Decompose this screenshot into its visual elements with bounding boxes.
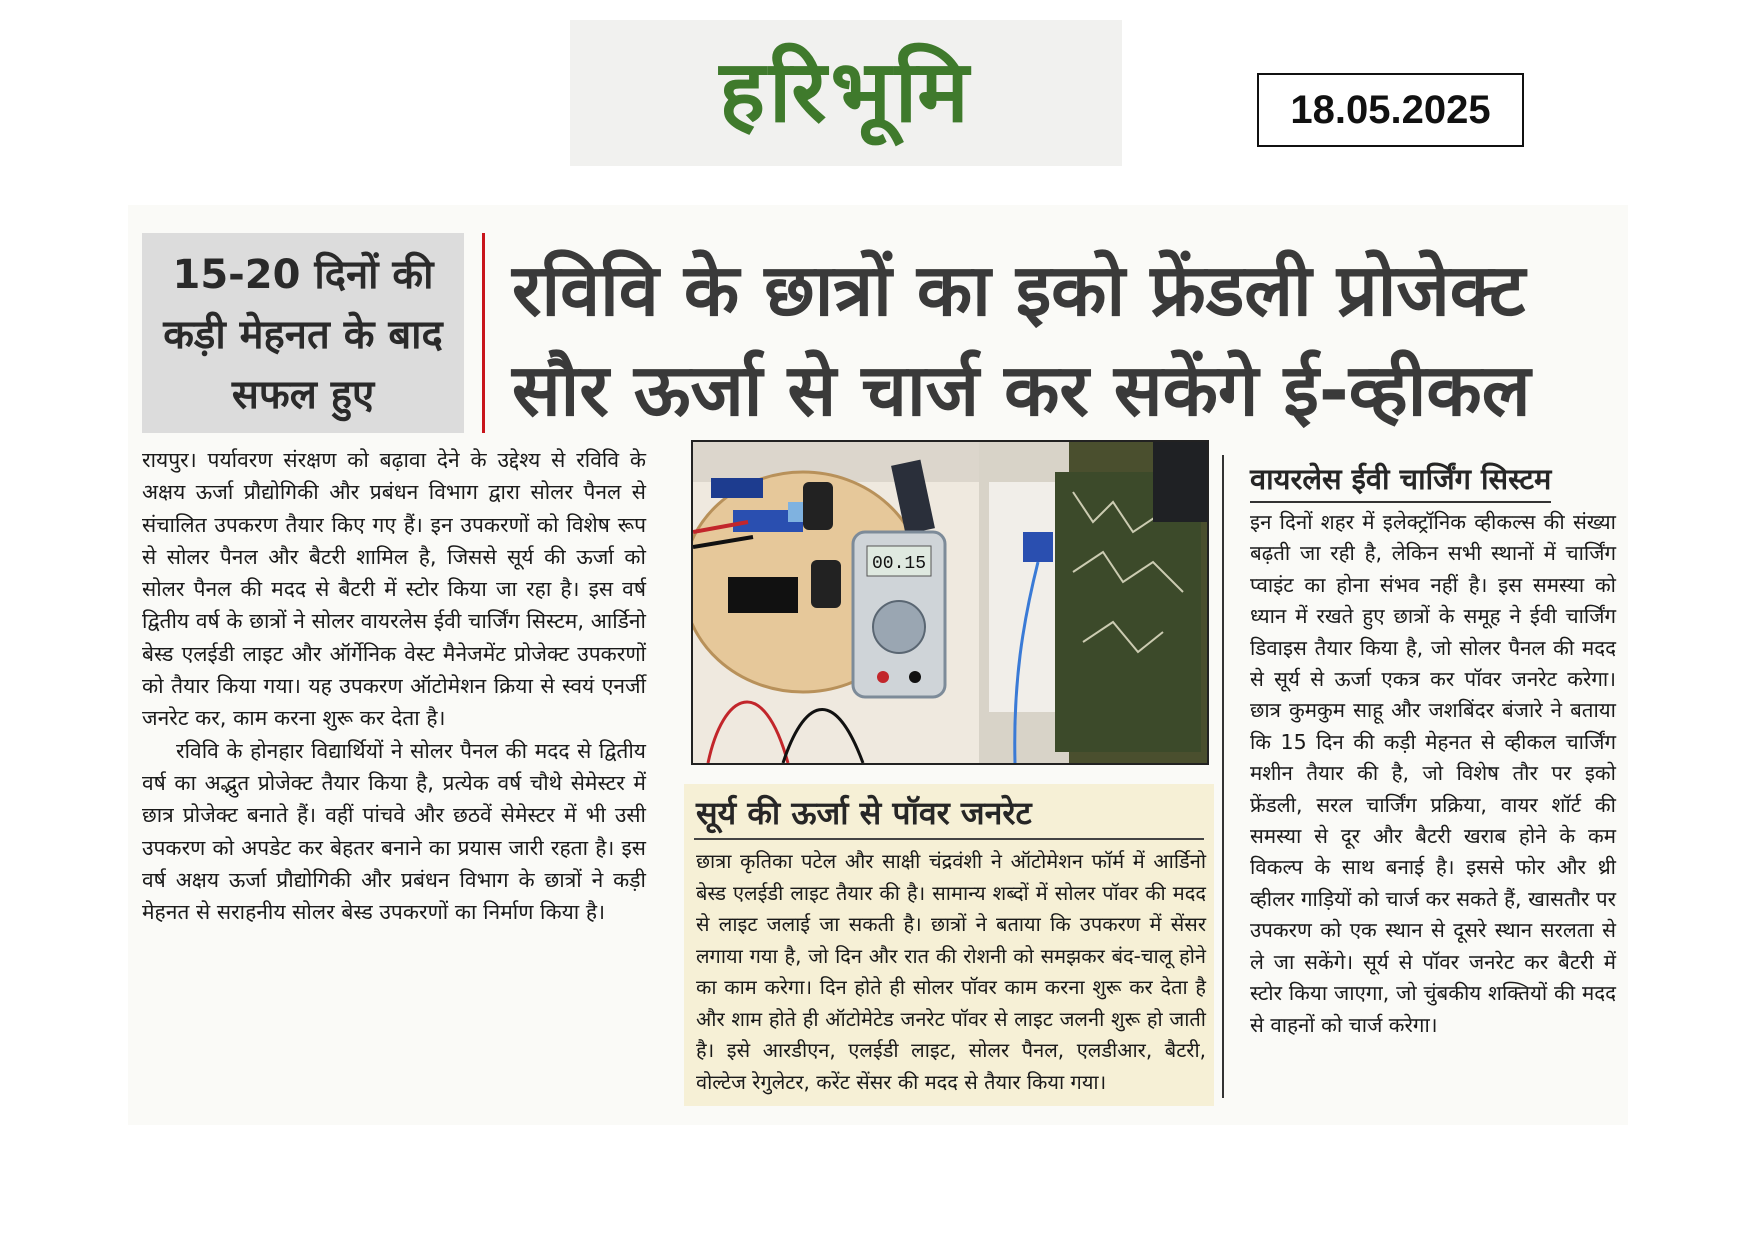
- photo-illustration: [693, 442, 1207, 763]
- kicker-text: 15-20 दिनों की कड़ी मेहनत के बाद सफल हुए: [163, 252, 443, 418]
- box-title: वायरलेस ईवी चार्जिंग सिस्टम: [1250, 459, 1551, 503]
- project-photo: [691, 440, 1209, 765]
- box-body: इन दिनों शहर में इलेक्ट्रॉनिक व्हीकल्स की संख्या बढ़ती जा रही है, लेकिन सभी स्थानों में चार्जिंग प्वाइंट का होना संभव नहीं है। इस समस्या को ध्यान में रखते हुए छात्रों के समूह ने ईवी चार्जिंग डिवाइस तैयार किया है, जो सोलर पैनल की मदद से सूर्य से ऊर्जा एकत्र कर पॉवर जनरेट करेगा। छात्र कुमकुम साहू और जशबिंदर बंजारे ने बताया कि 15 दिन की कड़ी मेहनत से व्हीकल चार्जिंग मशीन तैयार की है, जो विशेष तौर पर इको फ्रेंडली, सरल चार्जिंग प्रक्रिया, वायर शॉर्ट की समस्या से दूर और बैटरी खराब होने के कम विकल्प के साथ बनाई है। इससे फोर और थ्री व्हीलर गाड़ियों को चार्ज कर सकते हैं, खासतौर पर उपकरण को एक स्थान से दूसरे स्थान सरलता से ले जा सकेंगे। सूर्य से पॉवर जनरेट कर बैटरी में स्टोर किया जाएगा, जो चुंबकीय शक्तियों की मदद से वाहनों को चार्ज करेगा।: [1250, 510, 1616, 1037]
- headline: [512, 240, 1632, 440]
- wireless-charging-box: [1222, 455, 1622, 1098]
- publication-date: 18.05.2025: [1257, 73, 1524, 147]
- meter-reading: 00.15: [871, 554, 927, 574]
- box-title: सूर्य की ऊर्जा से पॉवर जनरेट: [696, 794, 1032, 832]
- headline-line-2: सौर ऊर्जा से चार्ज कर सकेंगे ई-व्हीकल: [512, 348, 1531, 432]
- headline-line-1: रविवि के छात्रों का इको फ्रेंडली प्रोजेक्ट: [512, 248, 1526, 332]
- newspaper-masthead: [570, 20, 1122, 166]
- battery-holder: [728, 577, 798, 613]
- wheel: [803, 482, 833, 530]
- box-title-rule: [694, 838, 1204, 840]
- box-body: छात्रा कृतिका पटेल और साक्षी चंद्रवंशी ने ऑटोमेशन फॉर्म में आर्डिनो बेस्ड एलईडी लाइट तैयार की है। सामान्य शब्दों में सोलर पॉवर की मदद से लाइट जलाई जा सकती है। छात्रों ने बताया कि उपकरण में सेंसर लगाया गया है, जो दिन और रात की रोशनी को समझकर बंद-चालू होने का काम करेगा। दिन होते ही सोलर पॉवर काम करना शुरू कर देता है और शाम होते ही ऑटोमेटेड जनरेट पॉवर से लाइट जलनी शुरू हो जाती है। इसे आरडीएन, एलईडी लाइट, सोलर पैनल, एलडीआर, बैटरी, वोल्टेज रेगुलेटर, करेंट सेंसर की मदद से तैयार किया गया।: [696, 849, 1206, 1094]
- article-paragraph: रायपुर। पर्यावरण संरक्षण को बढ़ावा देने के उद्देश्य से रविवि के अक्षय ऊर्जा प्रौद्योगिकी और प्रबंधन विभाग द्वारा सोलर पैनल से संचालित उपकरण तैयार किए गए हैं। इन उपकरणों को विशेष रूप से सोलर पैनल और बैटरी शामिल है, जिससे सूर्य की ऊर्जा को सोलर पैनल की मदद से बैटरी में स्टोर किया जा रहा है। इस वर्ष द्वितीय वर्ष के छात्रों ने सोलर वायरलेस ईवी चार्जिंग सिस्टम, आर्डिनो बेस्ड एलईडी लाइट और ऑर्गेनिक वेस्ट मैनेजमेंट प्रोजेक्ट उपकरणों को तैयार किया गया। यह उपकरण ऑटोमेशन क्रिया से स्वयं एनर्जी जनरेट कर, काम करना शुरू कर देता है।: [142, 448, 646, 731]
- wheel: [811, 560, 841, 608]
- newspaper-logo: हरिभूमि: [719, 42, 973, 142]
- kicker-box: [142, 233, 464, 433]
- article-main-column: [142, 444, 646, 928]
- sensor-module: [1023, 532, 1053, 562]
- solar-power-box: [684, 784, 1214, 1106]
- kicker-divider: [482, 233, 485, 433]
- article-paragraph: रविवि के होनहार विद्यार्थियों ने सोलर पैनल की मदद से द्वितीय वर्ष का अद्भुत प्रोजेक्ट तैयार किया है, प्रत्येक वर्ष चौथे सेमेस्टर में छात्र प्रोजेक्ट बनाते हैं। वहीं पांचवे और छठवें सेमेस्टर में भी उसी उपकरण को अपडेट कर बेहतर बनाने का प्रयास जारी रहता है। इस वर्ष अक्षय ऊर्जा प्रौद्योगिकी और प्रबंधन विभाग के छात्रों ने कड़ी मेहनत से सराहनीय सोलर बेस्ड उपकरणों का निर्माण किया है।: [142, 738, 646, 925]
- column-divider: [1222, 455, 1224, 1098]
- lcd-display: [711, 478, 763, 498]
